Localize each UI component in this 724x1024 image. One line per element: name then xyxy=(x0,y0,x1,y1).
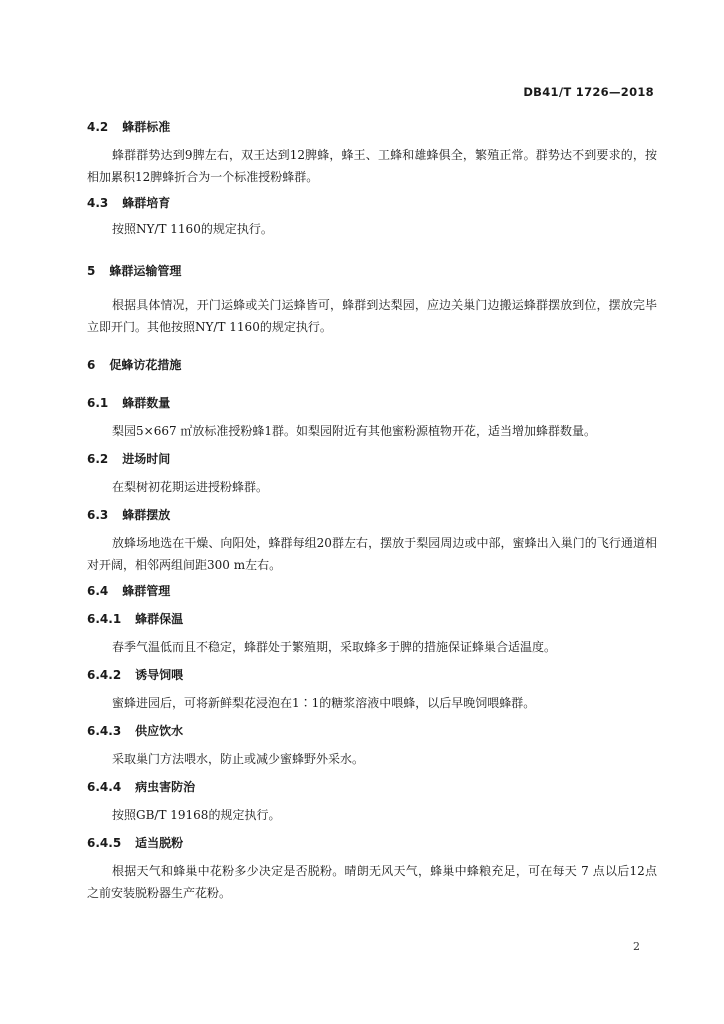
section-heading xyxy=(87,834,183,851)
section-title: 进场时间 xyxy=(122,452,171,466)
section-heading xyxy=(87,506,170,523)
section-title: 蜂群标准 xyxy=(122,120,171,134)
section-heading xyxy=(87,394,170,411)
section-heading xyxy=(87,262,181,279)
section-heading xyxy=(87,356,181,373)
paragraph: 根据具体情况，开门运蜂或关门运蜂皆可，蜂群到达梨园，应边关巢门边搬运蜂群摆放到位，摆放完毕立即开门。其他按照NY/T 1160的规定执行。 xyxy=(87,298,657,334)
section-title: 病虫害防治 xyxy=(135,780,196,794)
paragraph: 采取巢门方法喂水，防止或减少蜜蜂野外采水。 xyxy=(112,752,365,766)
section-number: 6.2 xyxy=(87,452,109,466)
section-title: 供应饮水 xyxy=(135,724,184,738)
paragraph: 根据天气和蜂巢中花粉多少决定是否脱粉。晴朗无风天气，蜂巢中蜂粮充足，可在每天 7 点以后12点之前安装脱粉器生产花粉。 xyxy=(87,864,657,900)
section-title: 诱导饲喂 xyxy=(135,668,184,682)
section-heading xyxy=(87,722,183,739)
section-heading xyxy=(87,610,183,627)
standard-code: DB41/T 1726—2018 xyxy=(523,85,654,99)
section-heading xyxy=(87,778,195,795)
section-title: 促蜂访花措施 xyxy=(109,358,182,372)
section-heading xyxy=(87,450,170,467)
section-number: 5 xyxy=(87,264,96,278)
section-title: 蜂群管理 xyxy=(122,584,171,598)
section-number: 6.4.1 xyxy=(87,612,122,626)
section-title: 蜂群保温 xyxy=(135,612,184,626)
section-number: 6.3 xyxy=(87,508,109,522)
section-number: 6.4.5 xyxy=(87,836,122,850)
paragraph: 梨园5×667 ㎡放标准授粉蜂1群。如梨园附近有其他蜜粉源植物开花，适当增加蜂群数量。 xyxy=(112,424,597,438)
section-heading xyxy=(87,194,170,211)
page-number: 2 xyxy=(633,940,640,953)
section-title: 蜂群摆放 xyxy=(122,508,171,522)
section-title: 适当脱粉 xyxy=(135,836,184,850)
section-title: 蜂群运输管理 xyxy=(109,264,182,278)
section-number: 4.3 xyxy=(87,196,109,210)
section-title: 蜂群数量 xyxy=(122,396,171,410)
section-heading xyxy=(87,666,183,683)
section-title: 蜂群培育 xyxy=(122,196,171,210)
section-number: 6.4.2 xyxy=(87,668,122,682)
section-number: 6 xyxy=(87,358,96,372)
paragraph: 放蜂场地选在干燥、向阳处，蜂群每组20群左右，摆放于梨园周边或中部，蜜蜂出入巢门的飞行通道相对开阔，相邻两组间距300 m左右。 xyxy=(87,536,657,572)
section-number: 6.4 xyxy=(87,584,109,598)
section-heading xyxy=(87,118,170,135)
paragraph: 在梨树初花期运进授粉蜂群。 xyxy=(112,480,269,494)
paragraph: 蜜蜂进园后，可将新鲜梨花浸泡在1∶1的糖浆溶液中喂蜂，以后早晚饲喂蜂群。 xyxy=(112,696,536,710)
paragraph: 蜂群群势达到9脾左右，双王达到12脾蜂，蜂王、工蜂和雄蜂俱全，繁殖正常。群势达不到要求的，按相加累积12脾蜂折合为一个标准授粉蜂群。 xyxy=(87,148,657,184)
section-number: 6.1 xyxy=(87,396,109,410)
paragraph: 按照NY/T 1160的规定执行。 xyxy=(112,222,273,236)
section-number: 6.4.4 xyxy=(87,780,122,794)
section-number: 6.4.3 xyxy=(87,724,122,738)
section-heading xyxy=(87,582,170,599)
paragraph: 春季气温低而且不稳定，蜂群处于繁殖期，采取蜂多于脾的措施保证蜂巢合适温度。 xyxy=(112,640,557,654)
paragraph: 按照GB/T 19168的规定执行。 xyxy=(112,808,281,822)
section-number: 4.2 xyxy=(87,120,109,134)
